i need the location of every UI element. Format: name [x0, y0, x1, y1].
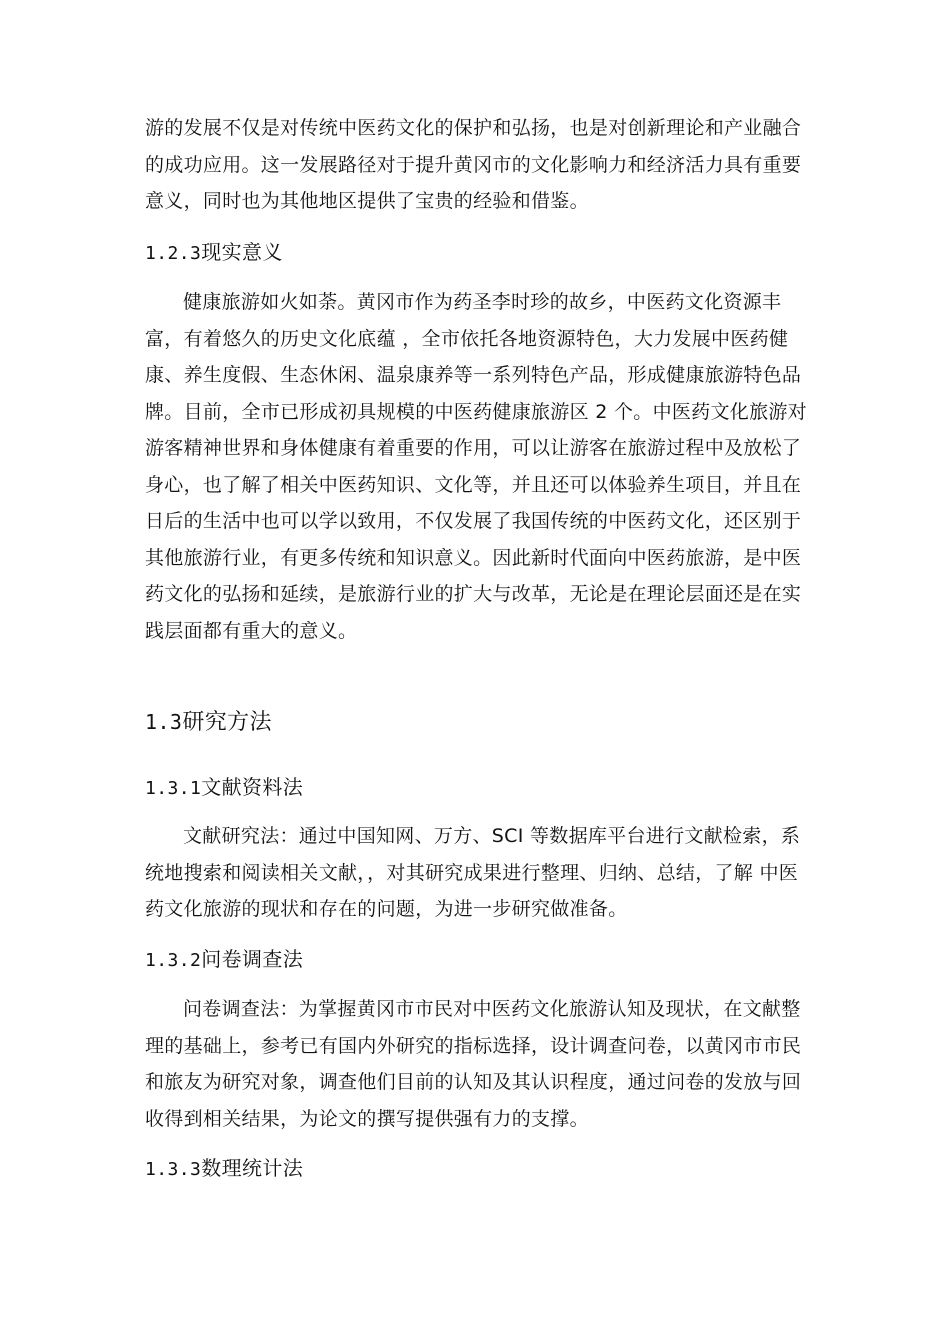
paragraph-line: 文献研究法：通过中国知网、万方、SCI 等数据库平台进行文献检索，系	[183, 825, 801, 847]
paragraph-line: 践层面都有重大的意义。	[145, 619, 358, 642]
section-number: 1.2.3	[145, 243, 202, 264]
paragraph-line: 理的基础上，参考已有国内外研究的指标选择，设计调查问卷，以黄冈市市民	[145, 1034, 802, 1057]
section-number: 1.3.2	[145, 950, 202, 971]
intro-paragraph	[145, 110, 809, 220]
paragraph-practical-significance	[145, 284, 809, 649]
paragraph-line: 牌。目前，全市已形成初具规模的中医药健康旅游区 2 个。中医药文化旅游对	[145, 400, 807, 423]
paragraph-line: 药文化的弘扬和延续，是旅游行业的扩大与改革，无论是在理论层面还是在实	[145, 583, 802, 605]
paragraph-line: 意义，同时也为其他地区提供了宝贵的经验和借鉴。	[145, 190, 589, 212]
heading-1-3-3	[145, 1153, 809, 1185]
paragraph-line: 统地搜索和阅读相关文献，，对其研究成果进行整理、归纳、总结，了解 中医	[145, 861, 799, 884]
heading-1-3	[145, 706, 809, 739]
section-number: 1.3.1	[145, 778, 202, 799]
paragraph-line: 药文化旅游的现状和存在的问题，为进一步研究做准备。	[145, 898, 628, 920]
paragraph-line: 和旅友为研究对象，调查他们目前的认知及其认识程度，通过问卷的发放与回	[145, 1071, 802, 1093]
paragraph-line: 康、养生度假、生态休闲、温泉康养等一系列特色产品，形成健康旅游特色品	[145, 364, 802, 386]
paragraph-questionnaire-method	[145, 991, 809, 1137]
paragraph-line: 日后的生活中也可以学以致用，不仅发展了我国传统的中医药文化，还区别于	[145, 510, 802, 532]
section-title: 研究方法	[182, 710, 272, 735]
section-number: 1.3.3	[145, 1159, 202, 1180]
section-title: 数理统计法	[201, 1156, 304, 1180]
paragraph-line: 收得到相关结果，为论文的撰写提供强有力的支撑。	[145, 1107, 589, 1130]
heading-1-3-1	[145, 772, 809, 804]
heading-1-2-3	[145, 237, 809, 269]
section-title: 问卷调查法	[201, 947, 304, 971]
paragraph-line: 身心，也了解了相关中医药知识、文化等，并且还可以体验养生项目，并且在	[145, 473, 802, 496]
paragraph-line: 的成功应用。这一发展路径对于提升黄冈市的文化影响力和经济活力具有重要	[145, 153, 802, 176]
paragraph-line: 游客精神世界和身体健康有着重要的作用，可以让游客在旅游过程中及放松了	[145, 437, 802, 459]
heading-1-3-2	[145, 944, 809, 976]
section-title: 文献资料法	[201, 775, 304, 799]
section-number: 1.3	[145, 710, 183, 734]
paragraph-literature-method	[145, 818, 809, 928]
paragraph-line: 富，有着悠久的历史文化底蕴 ，全市依托各地资源特色，大力发展中医药健	[145, 327, 789, 350]
paragraph-line: 其他旅游行业，有更多传统和知识意义。因此新时代面向中医药旅游，是中医	[145, 546, 802, 569]
section-title: 现实意义	[201, 240, 283, 264]
paragraph-line: 游的发展不仅是对传统中医药文化的保护和弘扬，也是对创新理论和产业融合	[145, 117, 802, 139]
paragraph-line: 健康旅游如火如荼。黄冈市作为药圣李时珍的故乡，中医药文化资源丰	[183, 291, 782, 313]
paragraph-line: 问卷调查法：为掌握黄冈市市民对中医药文化旅游认知及现状，在文献整	[183, 998, 801, 1020]
